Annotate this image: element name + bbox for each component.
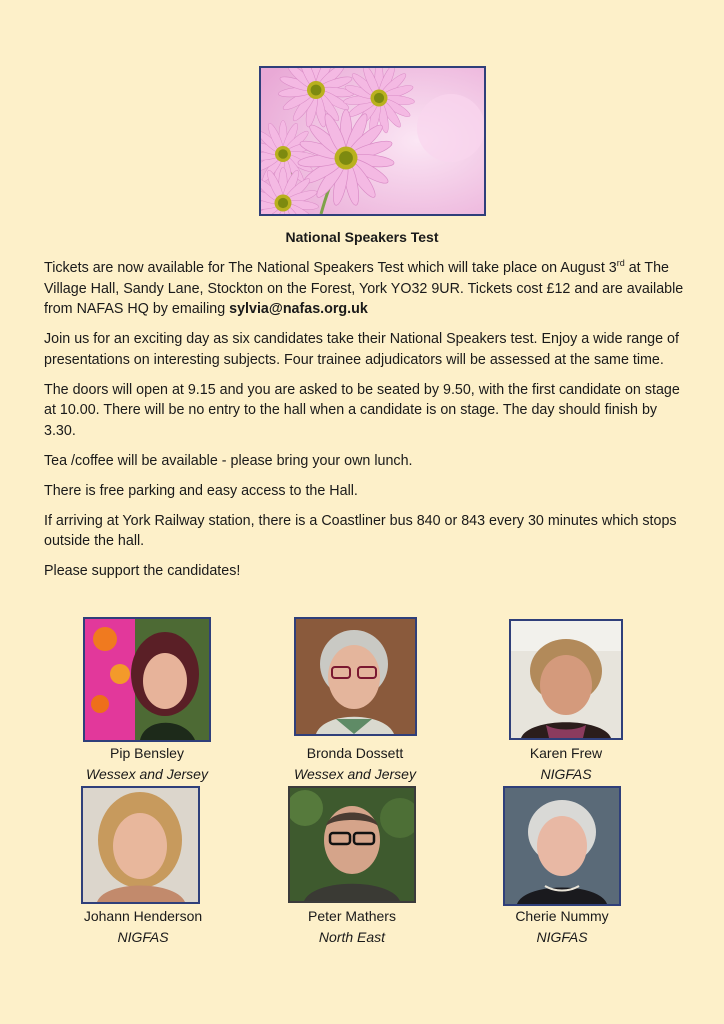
page-title: National Speakers Test — [285, 229, 439, 245]
tickets-text-cont: at The Village Hall, Sandy Lane, Stockton on the Forest, York YO32 9UR. Tickets cost £12 and are available from NAFAS HQ by emailing — [44, 260, 684, 317]
candidate-name: Peter Mathers — [308, 908, 396, 924]
portrait-icon — [505, 788, 619, 904]
candidate-photo-pip-bensley — [83, 617, 211, 742]
email-link[interactable]: sylvia@nafas.org.uk — [229, 301, 368, 317]
candidate-name: Bronda Dossett — [306, 745, 404, 761]
paragraph-tea: Tea /coffee will be available - please bring your own lunch. — [44, 452, 413, 469]
candidate-region: Wessex and Jersey — [294, 766, 416, 782]
candidate-region: NIGFAS — [117, 929, 169, 945]
candidate-photo-bronda-dossett — [294, 617, 417, 736]
paragraph-join: Join us for an exciting day as six candidates take their National Speakers test. Enjoy a wide range of presentations on interesting subjects. Four trainee adjudicators will be assessed at the same time. — [44, 331, 679, 368]
candidate-photo-peter-mathers — [288, 786, 416, 903]
portrait-icon — [296, 619, 415, 734]
candidate-name: Karen Frew — [529, 745, 603, 761]
daisy-flowers-illustration — [261, 68, 484, 214]
candidate-region: Wessex and Jersey — [86, 766, 208, 782]
portrait-icon — [83, 788, 198, 902]
paragraph-support: Please support the candidates! — [44, 563, 241, 579]
candidate-region: NIGFAS — [536, 929, 588, 945]
candidate-region: North East — [318, 929, 386, 945]
portrait-icon — [511, 621, 621, 738]
body-text — [44, 258, 684, 591]
candidate-photo-cherie-nummy — [503, 786, 621, 906]
candidate-photo-karen-frew — [509, 619, 623, 740]
candidate-name: Pip Bensley — [110, 745, 184, 761]
paragraph-bus: If arriving at York Railway station, there is a Coastliner bus 840 or 843 every 30 minutes which stops outside the hall. — [44, 512, 677, 549]
paragraph-parking: There is free parking and easy access to the Hall. — [44, 482, 358, 499]
candidate-photo-johann-henderson — [81, 786, 200, 904]
tickets-paragraph — [44, 258, 684, 320]
paragraph-doors: The doors will open at 9.15 and you are asked to be seated by 9.50, with the first candidate on stage at 10.00. There will be no entry to the hall when a candidate is on stage. The day should finish by 3.30. — [44, 381, 680, 439]
tickets-text: Tickets are now available for The National Speakers Test which will take place on August 3 — [44, 260, 617, 276]
candidate-name: Johann Henderson — [83, 908, 203, 924]
portrait-icon — [85, 619, 209, 740]
date-suffix: rd — [616, 258, 625, 269]
candidate-name: Cherie Nummy — [515, 908, 609, 924]
flower-image — [259, 66, 486, 216]
portrait-icon — [290, 788, 414, 901]
candidate-region: NIGFAS — [540, 766, 592, 782]
